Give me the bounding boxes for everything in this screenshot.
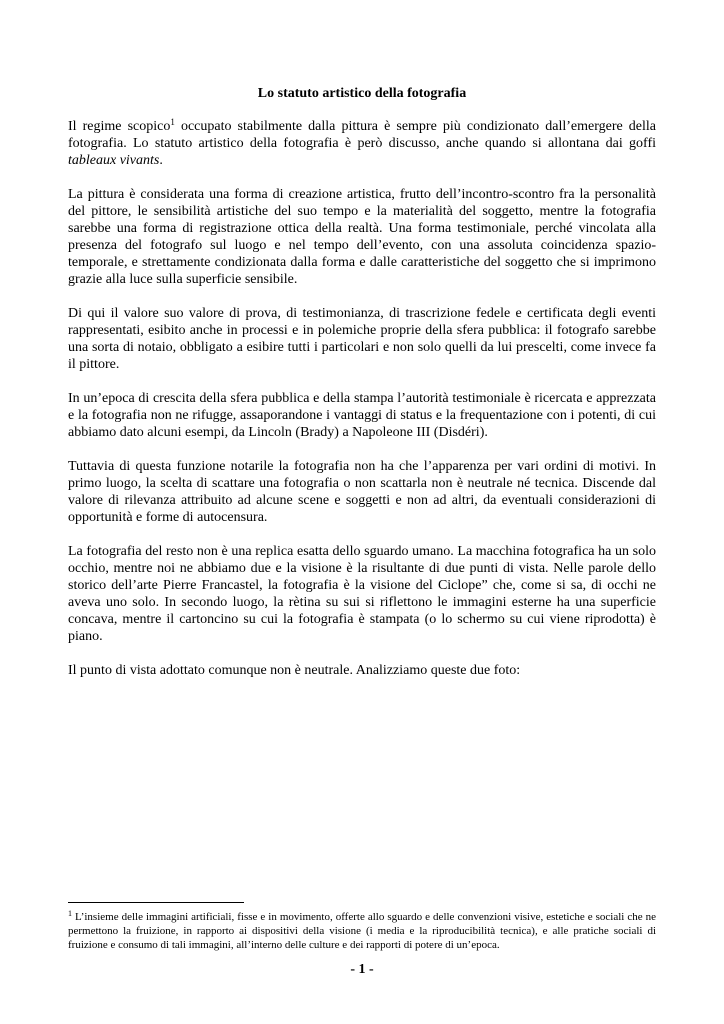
footnote-mark: 1 <box>68 909 72 918</box>
paragraph-2: La pittura è considerata una forma di creazione artistica, frutto dell’incontro-scontro fra la personalità del pittore, le sensibilità artistiche del suo tempo e la materialità del soggetto, mentre la fotografia sarebbe una forma di registrazione ottica della realtà. Una forma testimoniale, perché vincolata alla presenza del fotografo sul luogo e nel tempo dell’evento, con una assoluta coincidenza spazio-temporale, e strettamente condizionata dalla forma e dalle caratteristiche del soggetto che si imprimono grazie alla luce sulla superficie sensibile. <box>68 187 656 287</box>
paragraph-7: Il punto di vista adottato comunque non è neutrale. Analizziamo queste due foto: <box>68 663 521 678</box>
document-title: Lo statuto artistico della fotografia <box>257 86 467 101</box>
paragraph-1-end: . <box>159 153 163 168</box>
paragraph-1-italic: tableaux vivants <box>68 153 160 168</box>
paragraph-3: Di qui il valore suo valore di prova, di testimonianza, di trascrizione fedele e certificata degli eventi rappresentati, esibito anche in processi e in polemiche proprie della sfera pubblica: il fotografo sarebbe una sorta di notaio, obbligato a esibire tutti i particolari e non solo quelli da lui prescelti, come invece fa il pittore. <box>68 306 656 372</box>
footnote-separator <box>68 902 244 903</box>
paragraph-1-middle: occupato stabilmente dalla pittura è sempre più condizionato dall’emergere della fotografia. Lo statuto artistico della fotografia è però discusso, anche quando si allontana dai goffi <box>68 119 657 151</box>
page-number: - 1 - <box>350 962 374 977</box>
footnote <box>68 910 656 952</box>
paragraph-4: In un’epoca di crescita della sfera pubblica e della stampa l’autorità testimoniale è ricercata e apprezzata e la fotografia non ne rifugge, assaporandone i vantaggi di status e la frequentazione con i potenti, di cui abbiamo dato alcuni esempi, da Lincoln (Brady) a Napoleone III (Disdéri). <box>68 391 656 440</box>
paragraph-1-start: Il regime scopico <box>68 119 171 134</box>
paragraph-5: Tuttavia di questa funzione notarile la fotografia non ha che l’apparenza per vari ordini di motivi. In primo luogo, la scelta di scattare una fotografia o non scattarla non è neutrale né tecnica. Discende dal valore di rilevanza attribuito ad alcune scene e soggetti e non ad altri, da eventuali considerazioni di opportunità e forme di autocensura. <box>68 459 656 525</box>
document-body <box>68 118 656 696</box>
footnote-text: L’insieme delle immagini artificiali, fisse e in movimento, offerte allo sguardo e delle convenzioni visive, estetiche e sociali che ne permettono la fruizione, in rapporto ai dispositivi della visione (i media e la riproducibilità tecnica), e alle pratiche sociali di fruizione e consumo di tali immagini, all’interno delle culture e dei rapporti di potere di un’epoca. <box>68 911 656 951</box>
paragraph-1 <box>68 118 656 169</box>
paragraph-6: La fotografia del resto non è una replica esatta dello sguardo umano. La macchina fotografica ha un solo occhio, mentre noi ne abbiamo due e la visione è la risultante di due punti di vista. Nelle parole dello storico dell’arte Pierre Francastel, la fotografia è la visione del Ciclope” che, come si sa, di occhi ne aveva uno solo. In secondo luogo, la rètina su sui si riflettono le immagini esterne ha una superficie concava, mentre il cartoncino su cui la fotografia è stampata (o lo schermo su cui viene riprodotta) è piano. <box>68 544 656 644</box>
footnote-reference[interactable]: 1 <box>170 117 175 127</box>
